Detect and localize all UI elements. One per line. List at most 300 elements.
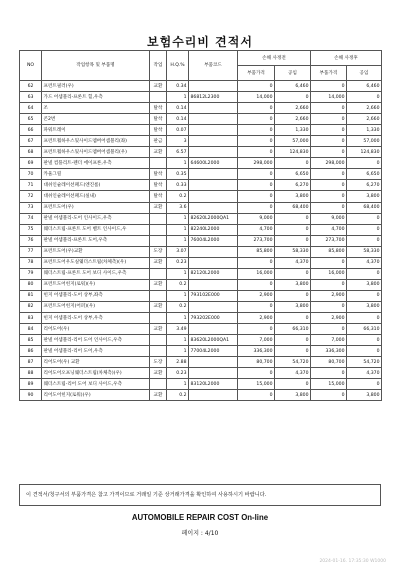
cell-part-price-after: 0: [311, 180, 347, 191]
cell-part-code: 86812L2300: [189, 92, 238, 103]
cell-part-price-before: 80,700: [238, 357, 275, 368]
cell-no: 78: [20, 257, 42, 268]
cell-part-code: [189, 103, 238, 114]
cell-hqty: 0.35: [167, 169, 189, 180]
cell-labor-before: 0: [275, 158, 311, 169]
cell-hqty: 1: [167, 335, 189, 346]
cell-labor-after: 3,800: [347, 279, 382, 290]
cell-no: 75: [20, 224, 42, 235]
cell-part-price-after: 0: [311, 81, 347, 92]
table-row: [20, 191, 382, 202]
header-no: NO: [20, 51, 42, 81]
cell-part-code: 793202E000: [189, 312, 238, 323]
cell-hqty: 1: [167, 213, 189, 224]
cell-work-type: 교환: [150, 202, 167, 213]
cell-hqty: 1: [167, 158, 189, 169]
cell-work-type: 도장: [150, 246, 167, 257]
cell-work-item: 리어도어오프닝웨더스트립(차체측)(우): [42, 368, 150, 379]
cell-hqty: 1: [167, 224, 189, 235]
cell-part-code: 83120L2000: [189, 379, 238, 390]
cell-work-type: [150, 235, 167, 246]
table-row: [20, 147, 382, 158]
cell-part-code: [189, 114, 238, 125]
cell-hqty: 1: [167, 379, 189, 390]
table-row: [20, 290, 382, 301]
cell-part-price-before: 0: [238, 257, 275, 268]
cell-part-code: 76004L2000: [189, 235, 238, 246]
cell-labor-after: 0: [347, 92, 382, 103]
cell-work-item: 프런트도어(우)교환: [42, 246, 150, 257]
cell-labor-before: 0: [275, 235, 311, 246]
cell-labor-before: 0: [275, 379, 311, 390]
table-row: [20, 224, 382, 235]
cell-labor-after: 54,720: [347, 357, 382, 368]
cell-work-item: 판넬 컴플리트-펜더 에이프론,우측: [42, 158, 150, 169]
cell-labor-before: 6,270: [275, 180, 311, 191]
cell-work-item: 카울그릴: [42, 169, 150, 180]
cell-work-item: 프런트도어(우): [42, 202, 150, 213]
cell-work-item: 판넬 어셈블리-리어 도어,우측: [42, 346, 150, 357]
cell-work-item: 프런트휠하우스및사이드멤버어셈블리(좌): [42, 136, 150, 147]
cell-labor-after: 4,370: [347, 368, 382, 379]
table-row: [20, 81, 382, 92]
cell-work-item: 파워트레이: [42, 125, 150, 136]
cell-part-price-before: 0: [238, 202, 275, 213]
cell-hqty: 0.2: [167, 191, 189, 202]
cell-part-code: [189, 81, 238, 92]
cell-part-code: [189, 147, 238, 158]
cell-labor-after: 58,330: [347, 246, 382, 257]
table-row: [20, 379, 382, 390]
cell-part-code: 83620L2000QA1: [189, 335, 238, 346]
cell-part-price-before: 15,000: [238, 379, 275, 390]
cell-labor-before: 4,370: [275, 257, 311, 268]
cell-work-type: 교환: [150, 81, 167, 92]
cell-no: 86: [20, 346, 42, 357]
cell-work-type: 교환: [150, 301, 167, 312]
table-row: [20, 202, 382, 213]
cell-work-type: 탈착: [150, 114, 167, 125]
cell-labor-after: 68,400: [347, 202, 382, 213]
cell-labor-after: 0: [347, 268, 382, 279]
cell-no: 77: [20, 246, 42, 257]
table-row: [20, 257, 382, 268]
table-row: [20, 114, 382, 125]
table-row: [20, 268, 382, 279]
cell-labor-before: 124,830: [275, 147, 311, 158]
cell-part-code: [189, 136, 238, 147]
cell-hqty: 0.34: [167, 81, 189, 92]
table-row: [20, 390, 382, 401]
cell-no: 84: [20, 324, 42, 335]
cell-labor-before: 2,660: [275, 103, 311, 114]
table-row: [20, 92, 382, 103]
cell-no: 66: [20, 125, 42, 136]
cell-part-price-before: 0: [238, 81, 275, 92]
cell-hqty: 1: [167, 290, 189, 301]
table-row: [20, 324, 382, 335]
cell-part-code: [189, 202, 238, 213]
cell-part-price-before: 4,700: [238, 224, 275, 235]
cell-hqty: 3.6: [167, 202, 189, 213]
cell-labor-after: 0: [347, 235, 382, 246]
table-row: [20, 158, 382, 169]
cell-part-price-before: 0: [238, 279, 275, 290]
cell-labor-after: 0: [347, 346, 382, 357]
cell-work-type: 교환: [150, 257, 167, 268]
header-part-price-before: 부품가격: [238, 66, 275, 81]
cell-work-item: 판넬 어셈블리-리어 도어 인사이드,우측: [42, 335, 150, 346]
table-row: [20, 346, 382, 357]
estimate-table: [19, 50, 382, 401]
cell-no: 83: [20, 312, 42, 323]
cell-work-type: 탈착: [150, 191, 167, 202]
cell-part-price-before: 0: [238, 390, 275, 401]
cell-work-item: 웨더스트립-리어 도어 보디 사이드,우측: [42, 379, 150, 390]
cell-no: 72: [20, 191, 42, 202]
cell-labor-after: 6,650: [347, 169, 382, 180]
cell-part-code: [189, 180, 238, 191]
cell-labor-after: 66,310: [347, 324, 382, 335]
cell-no: 79: [20, 268, 42, 279]
cell-hqty: 0.23: [167, 257, 189, 268]
cell-no: 70: [20, 169, 42, 180]
cell-work-type: [150, 268, 167, 279]
cell-part-code: [189, 257, 238, 268]
cell-work-item: 콘2번: [42, 114, 150, 125]
cell-part-price-after: 85,800: [311, 246, 347, 257]
cell-part-price-after: 2,900: [311, 290, 347, 301]
cell-part-code: [189, 191, 238, 202]
cell-part-code: [189, 368, 238, 379]
header-work-item: 작업항목 및 부품명: [42, 51, 150, 81]
cell-work-type: [150, 312, 167, 323]
cell-hqty: 2.88: [167, 357, 189, 368]
cell-work-item: 웨더스트립-프론트 도어 보디 사이드,우측: [42, 268, 150, 279]
cell-part-price-before: 2,900: [238, 312, 275, 323]
cell-labor-before: 3,800: [275, 301, 311, 312]
cell-no: 65: [20, 114, 42, 125]
cell-part-code: [189, 279, 238, 290]
cell-part-code: [189, 357, 238, 368]
cell-labor-before: 0: [275, 213, 311, 224]
cell-labor-before: 66,310: [275, 324, 311, 335]
cell-labor-before: 1,330: [275, 125, 311, 136]
cell-labor-before: 54,720: [275, 357, 311, 368]
cell-work-item: 프런트필러(우): [42, 81, 150, 92]
cell-labor-after: 0: [347, 224, 382, 235]
cell-part-price-before: 14,000: [238, 92, 275, 103]
cell-part-code: [189, 125, 238, 136]
cell-labor-before: 0: [275, 335, 311, 346]
cell-work-type: 교환: [150, 279, 167, 290]
cell-work-item: 프런트도어우도실웨더스트립(차체측)(우): [42, 257, 150, 268]
cell-part-price-after: 15,000: [311, 379, 347, 390]
cell-labor-after: 57,000: [347, 136, 382, 147]
cell-work-item: 가드 어셈블리-프론트 힐,우측: [42, 92, 150, 103]
table-row: [20, 235, 382, 246]
cell-labor-before: 6,650: [275, 169, 311, 180]
cell-labor-after: 0: [347, 335, 382, 346]
cell-work-item: 힌지 어셈블리-도어 상부,좌측: [42, 290, 150, 301]
cell-part-price-before: 16,000: [238, 268, 275, 279]
header-part-code: 부품코드: [189, 51, 238, 81]
cell-part-price-after: 0: [311, 368, 347, 379]
table-row: [20, 180, 382, 191]
cell-part-code: 77004L2000: [189, 346, 238, 357]
table-row: [20, 368, 382, 379]
header-labor-after: 공임: [347, 66, 382, 81]
cell-part-price-after: 9,000: [311, 213, 347, 224]
cell-labor-after: 0: [347, 312, 382, 323]
cell-work-type: 탈착: [150, 125, 167, 136]
cell-hqty: 3.49: [167, 324, 189, 335]
cell-labor-after: 3,800: [347, 390, 382, 401]
cell-work-item: 프런트휠하우스및사이드멤버어셈블리(우): [42, 147, 150, 158]
cell-part-code: [189, 324, 238, 335]
cell-part-price-after: 0: [311, 125, 347, 136]
cell-no: 73: [20, 202, 42, 213]
cell-labor-before: 3,800: [275, 390, 311, 401]
cell-no: 81: [20, 290, 42, 301]
cell-part-price-before: 0: [238, 324, 275, 335]
cell-labor-before: 3,800: [275, 191, 311, 202]
cell-hqty: 0.33: [167, 180, 189, 191]
cell-no: 82: [20, 301, 42, 312]
cell-labor-before: 0: [275, 92, 311, 103]
cell-work-type: [150, 213, 167, 224]
cell-part-price-after: 0: [311, 279, 347, 290]
cell-work-type: 교환: [150, 368, 167, 379]
cell-hqty: 0.23: [167, 368, 189, 379]
cell-work-item: 웨더스트립-프론트 도어 벨트 인사이드,우: [42, 224, 150, 235]
cell-part-price-after: 0: [311, 114, 347, 125]
cell-work-item: 힌지 어셈블리-도어 상부,우측: [42, 312, 150, 323]
cell-labor-before: 0: [275, 290, 311, 301]
cell-labor-before: 3,800: [275, 279, 311, 290]
cell-part-price-before: 0: [238, 103, 275, 114]
cell-labor-after: 2,660: [347, 114, 382, 125]
cell-hqty: 0.07: [167, 125, 189, 136]
cell-hqty: 3: [167, 136, 189, 147]
cell-work-type: 탈착: [150, 103, 167, 114]
cell-part-price-before: 85,800: [238, 246, 275, 257]
print-timestamp: 2024-01-16. 17:35:30 W1000: [319, 559, 386, 564]
cell-labor-before: 0: [275, 268, 311, 279]
cell-no: 88: [20, 368, 42, 379]
cell-part-price-before: 0: [238, 191, 275, 202]
cell-part-code: [189, 390, 238, 401]
cell-part-price-before: 0: [238, 136, 275, 147]
cell-part-price-after: 0: [311, 136, 347, 147]
cell-part-price-after: 298,000: [311, 158, 347, 169]
cell-hqty: 1: [167, 346, 189, 357]
table-row: [20, 301, 382, 312]
footer-brand: AUTOMOBILE REPAIR COST On-line: [131, 513, 269, 522]
cell-work-item: 리어도어(우): [42, 324, 150, 335]
cell-work-type: [150, 92, 167, 103]
cell-part-price-before: 336,300: [238, 346, 275, 357]
cell-part-code: 82120L2000: [189, 268, 238, 279]
cell-labor-after: 0: [347, 379, 382, 390]
cell-work-type: 탈착: [150, 169, 167, 180]
cell-work-item: 리어도어힌지(로워)(우): [42, 390, 150, 401]
cell-labor-before: 2,660: [275, 114, 311, 125]
cell-no: 85: [20, 335, 42, 346]
cell-work-item: 리어도어(우) 교환: [42, 357, 150, 368]
table-row: [20, 335, 382, 346]
cell-no: 68: [20, 147, 42, 158]
cell-work-type: 판금: [150, 136, 167, 147]
cell-part-price-after: 336,300: [311, 346, 347, 357]
cell-part-price-before: 0: [238, 125, 275, 136]
cell-part-price-after: 14,000: [311, 92, 347, 103]
header-part-price-after: 부품가격: [311, 66, 347, 81]
cell-no: 90: [20, 390, 42, 401]
cell-no: 89: [20, 379, 42, 390]
header-work-type: 작업: [150, 51, 167, 81]
cell-work-type: [150, 335, 167, 346]
header-before-assessment: 손해 사정전: [238, 51, 311, 66]
cell-part-price-after: 0: [311, 191, 347, 202]
cell-work-item: 판넬 어셈블리-프론트 도어,우측: [42, 235, 150, 246]
cell-hqty: 3.07: [167, 246, 189, 257]
cell-work-type: 도장: [150, 357, 167, 368]
table-row: [20, 246, 382, 257]
cell-no: 80: [20, 279, 42, 290]
cell-part-code: [189, 246, 238, 257]
cell-hqty: 1: [167, 268, 189, 279]
cell-work-type: [150, 158, 167, 169]
cell-hqty: 0.14: [167, 114, 189, 125]
cell-labor-before: 6,460: [275, 81, 311, 92]
cell-work-type: 교환: [150, 390, 167, 401]
cell-part-price-before: 0: [238, 147, 275, 158]
table-row: [20, 169, 382, 180]
cell-labor-before: 58,330: [275, 246, 311, 257]
cell-part-price-after: 0: [311, 390, 347, 401]
cell-part-price-before: 0: [238, 368, 275, 379]
cell-labor-before: 68,400: [275, 202, 311, 213]
cell-no: 87: [20, 357, 42, 368]
table-row: [20, 312, 382, 323]
cell-part-price-before: 0: [238, 301, 275, 312]
cell-hqty: 0.2: [167, 279, 189, 290]
cell-part-price-before: 2,900: [238, 290, 275, 301]
cell-labor-after: 3,800: [347, 191, 382, 202]
cell-hqty: 1: [167, 312, 189, 323]
cell-work-type: [150, 224, 167, 235]
header-hqty: H.Q.%: [167, 51, 189, 81]
cell-work-item: 판넬 어셈블리-도어 인사이드,우측: [42, 213, 150, 224]
cell-hqty: 1: [167, 235, 189, 246]
cell-labor-before: 57,000: [275, 136, 311, 147]
header-labor-before: 공임: [275, 66, 311, 81]
table-row: [20, 136, 382, 147]
cell-work-item: 프런트도어힌지(어퍼)(우): [42, 301, 150, 312]
cell-part-price-after: 7,000: [311, 335, 347, 346]
table-row: [20, 125, 382, 136]
table-row: [20, 279, 382, 290]
cell-hqty: 0.2: [167, 390, 189, 401]
cell-work-type: [150, 290, 167, 301]
cell-part-price-before: 273,700: [238, 235, 275, 246]
cell-labor-after: 124,830: [347, 147, 382, 158]
cell-part-price-before: 0: [238, 180, 275, 191]
cell-work-item: 프런트도어힌지(로워)(우): [42, 279, 150, 290]
cell-no: 64: [20, 103, 42, 114]
cell-part-code: 64600L2000: [189, 158, 238, 169]
cell-part-code: [189, 301, 238, 312]
cell-work-item: 대쉬인슐레이션패드(엔진룸): [42, 180, 150, 191]
cell-part-price-after: 16,000: [311, 268, 347, 279]
cell-no: 67: [20, 136, 42, 147]
cell-part-price-after: 80,700: [311, 357, 347, 368]
cell-work-type: [150, 379, 167, 390]
cell-part-price-after: 2,900: [311, 312, 347, 323]
cell-hqty: 6.57: [167, 147, 189, 158]
cell-part-price-before: 9,000: [238, 213, 275, 224]
page-title: 보험수리비 견적서: [147, 35, 253, 49]
cell-labor-after: 4,370: [347, 257, 382, 268]
table-row: [20, 357, 382, 368]
cell-part-price-before: 7,000: [238, 335, 275, 346]
cell-no: 62: [20, 81, 42, 92]
cell-no: 69: [20, 158, 42, 169]
cell-labor-before: 0: [275, 224, 311, 235]
table-row: [20, 103, 382, 114]
cell-part-price-after: 4,700: [311, 224, 347, 235]
cell-part-price-after: 0: [311, 257, 347, 268]
cell-labor-after: 6,270: [347, 180, 382, 191]
cell-part-price-after: 0: [311, 169, 347, 180]
header-after-assessment: 손해 사정후: [311, 51, 382, 66]
price-note: 이 견적서/청구서의 부품가격은 참고 가격이므로 거래일 기준 상거래가격을 확인하여 사용하시기 바랍니다.: [19, 484, 381, 506]
cell-work-type: 교환: [150, 147, 167, 158]
cell-labor-after: 3,800: [347, 301, 382, 312]
cell-labor-after: 6,460: [347, 81, 382, 92]
cell-work-type: 교환: [150, 324, 167, 335]
cell-labor-before: 4,370: [275, 368, 311, 379]
cell-work-type: [150, 346, 167, 357]
cell-part-price-after: 0: [311, 202, 347, 213]
cell-part-code: 82240L2000: [189, 224, 238, 235]
cell-part-price-after: 0: [311, 324, 347, 335]
cell-labor-after: 0: [347, 158, 382, 169]
cell-hqty: 1: [167, 92, 189, 103]
cell-work-item: 조: [42, 103, 150, 114]
table-body: [20, 81, 382, 401]
cell-part-code: 793102E000: [189, 290, 238, 301]
page-number: 페이지 : 4/10: [181, 530, 219, 537]
cell-work-type: 탈착: [150, 180, 167, 191]
cell-no: 63: [20, 92, 42, 103]
cell-labor-before: 0: [275, 346, 311, 357]
cell-part-price-after: 0: [311, 103, 347, 114]
table-row: [20, 213, 382, 224]
cell-part-price-after: 273,700: [311, 235, 347, 246]
cell-labor-after: 0: [347, 213, 382, 224]
cell-part-price-after: 0: [311, 301, 347, 312]
cell-part-code: 82620L2000QA1: [189, 213, 238, 224]
cell-labor-after: 2,660: [347, 103, 382, 114]
cell-part-price-after: 0: [311, 147, 347, 158]
cell-labor-after: 0: [347, 290, 382, 301]
cell-hqty: 0.14: [167, 103, 189, 114]
cell-labor-after: 1,330: [347, 125, 382, 136]
cell-no: 74: [20, 213, 42, 224]
cell-hqty: 0.2: [167, 301, 189, 312]
